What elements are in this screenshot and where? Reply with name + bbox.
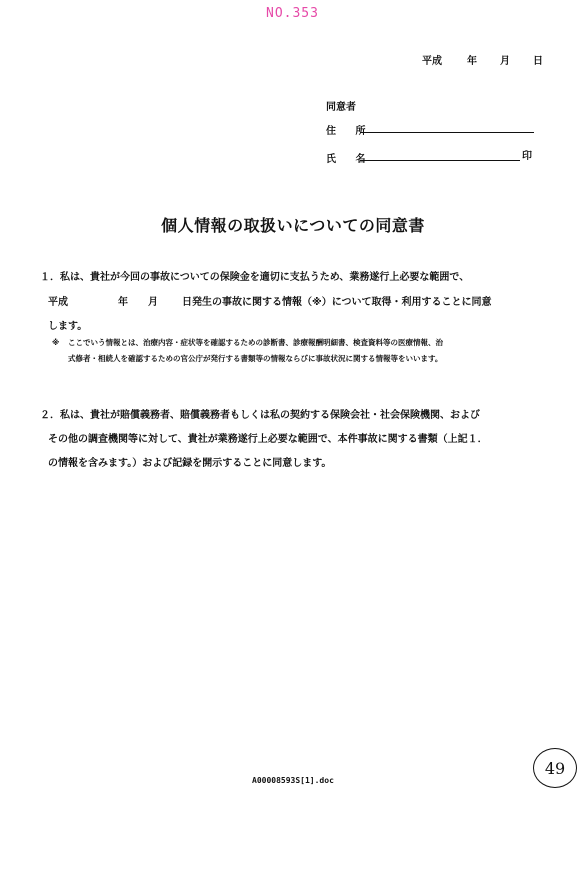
date-month: 月 [500,56,510,67]
name-label: 氏 名 [326,154,374,165]
clause1-line2-year: 年 [118,297,128,308]
footer-file-name: A00008593S[1].doc [252,776,334,785]
clause1-line2-rest: 日発生の事故に関する情報（※）について取得・利用することに同意 [182,297,492,308]
address-field-line [360,132,534,133]
consenter-label: 同意者 [326,102,356,113]
clause1-note-mark: ※ [52,338,60,347]
clause1-note-line2: 式修者・相続人を確認するための官公庁が発行する書類等の情報ならびに事故状況に関する情報等をいいます。 [68,354,443,363]
date-day: 日 [533,56,543,67]
clause2-line2: その他の調査機関等に対して、貴社が業務遂行上必要な範囲で、本件事故に関する書類（上記１． [48,434,488,445]
document-number-stamp: NO.353 [266,6,319,21]
page-mark-text: 49 [544,758,566,778]
address-label: 住 所 [326,126,374,137]
clause1-line3: します。 [48,321,88,332]
clause1-line1: １．私は、貴社が今回の事故についての保険金を適切に支払うため、業務遂行上必要な範囲で、 [40,272,470,283]
clause2-line1: ２．私は、貴社が賠償義務者、賠償義務者もしくは私の契約する保険会社・社会保険機関、および [40,410,480,421]
clause1-line2-month: 月 [148,297,158,308]
seal-mark: 印 [522,151,532,162]
clause1-note-line1: ここでいう情報とは、治療内容・症状等を確認するための診断書、診療報酬明細書、検査資料等の医療情報、治 [68,338,443,347]
name-field-line [360,160,520,161]
date-era: 平成 [422,56,442,67]
handwritten-page-mark [533,748,577,788]
document-title: 個人情報の取扱いについての同意書 [161,216,425,235]
clause1-line2-era: 平成 [48,297,68,308]
date-year: 年 [467,56,477,67]
clause2-line3: の情報を含みます。）および記録を開示することに同意します。 [48,458,332,469]
